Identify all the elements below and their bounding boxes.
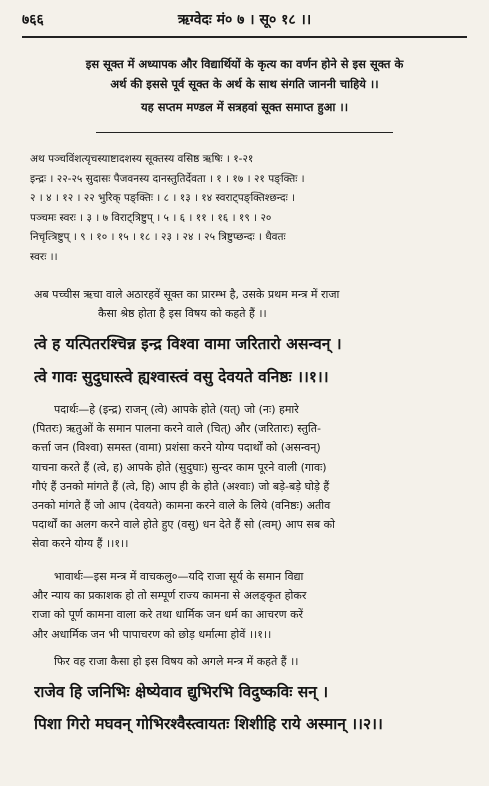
running-title: ऋग्वेदः मं० ७ । सू० १८ ।। xyxy=(177,12,312,28)
bhavartha-line: और न्याय का प्रकाशक हो तो सम्पूर्ण राज्य कामना से अलङ्कृत होकर xyxy=(32,589,307,603)
rishi-line: २ । ४ । १२ । २२ भुरिक् पङ्क्तिः । ८ । १३ । १४ स्वराट्पङ्क्तिश्छन्दः । xyxy=(30,192,296,204)
mantra-lead-in-2 xyxy=(32,652,465,671)
rishi-line: इन्द्रः । २२-२५ सुदासः पैजवनस्य दानस्तुतिर्देवता । १ । १७ । २१ पङ्क्तिः । xyxy=(30,172,305,185)
lead-line: फिर वह राजा कैसा हो इस विषय को अगले मन्त्र में कहते हैं ।। xyxy=(54,655,299,668)
rishi-line: स्वरः ।। xyxy=(30,250,58,263)
mantra-line: त्वे गावः सुदुघास्त्वे ह्यश्वास्त्वं वसु देवयते वनिष्ठः ।।१।। xyxy=(34,368,329,386)
padartha-line: कर्त्ता जन (विश्वा) समस्त (वामा) प्रशंसा करने योग्य पदार्थों को (असन्वन्) xyxy=(32,441,321,455)
rishi-line: निचृत्त्रिष्टुप् । ९ । १० । १५ । १८ । २३ । २४ । २५ त्रिष्टुप्छन्दः । धैवतः xyxy=(30,231,286,243)
bhavartha-line: और अधार्मिक जन भी पापाचरण को छोड़ धर्मात्मा होवें ।।१।। xyxy=(32,627,272,641)
padartha-line: सेवा करने योग्य हैं ।।१।। xyxy=(32,537,129,551)
rishi-devata-chhanda-block xyxy=(30,150,459,267)
section-divider xyxy=(96,132,393,133)
bhavartha-line: भावार्थः—इस मन्त्र में वाचकलु०—यदि राजा सूर्य के समान विद्या xyxy=(54,570,304,583)
mantra-line: राजेव हि जनिभिः क्षेष्येवाव द्युभिरभि विदुष्कविः सन् । xyxy=(34,683,329,701)
padartha-section xyxy=(32,400,465,554)
padartha-line: (पितरः) ऋतुओं के समान पालना करने वाले (चित्) और (जरितारः) स्तुति- xyxy=(32,422,321,436)
lead-line: कैसा श्रेष्ठ होता है इस विषय को कहते हैं ।। xyxy=(98,307,267,320)
rishi-line: अथ पञ्चविंशत्यृचस्याष्टादशस्य सूक्तस्य वसिष्ठ ऋषिः । १-२१ xyxy=(30,153,254,165)
padartha-line: गौएं हैं उनको मांगते हैं (त्वे, हि) आप ही के होते (अश्वाः) जो बड़े-बड़े घोड़े हैं xyxy=(32,479,330,493)
mantra-line: पिशा गिरो मघवन् गोभिरश्वैस्त्वायतः शिशीहि राये अस्मान् ।।२।। xyxy=(34,715,383,733)
mantra-line: त्वे ह यत्पितरश्चिन्न इन्द्र विश्वा वामा जरितारो असन्वन् । xyxy=(34,335,342,353)
section-end-note: यह सप्तम मण्डल में सत्रहवां सूक्त समाप्त हुआ ।। xyxy=(140,100,349,114)
padartha-line: याचना करते हैं (त्वे, ह) आपके होते (सुदुघाः) सुन्दर काम पूरने वाली (गावः) xyxy=(32,460,327,474)
running-header xyxy=(22,10,467,32)
bhavartha-section xyxy=(32,567,465,644)
padartha-line: उनको मांगते हैं जो आप (देवयते) कामना करने वाले के लिये (वनिष्ठः) अतीव xyxy=(32,499,331,513)
bhavartha-line: राजा को पूर्ण कामना वाला करे तथा धार्मिक जन धर्म का आचरण करें xyxy=(32,608,304,622)
intro-line: इस सूक्त में अध्यापक और विद्यार्थियों के कृत्य का वर्णन होने से इस सूक्त के xyxy=(85,57,404,71)
padartha-line: पदार्थः—हे (इन्द्र) राजन् (त्वे) आपके होते (यत्) जो (नः) हमारे xyxy=(54,403,299,416)
intro-line: अर्थ की इससे पूर्व सूक्त के अर्थ के साथ संगति जाननी चाहिये ।। xyxy=(110,77,379,91)
padartha-line: पदार्थों का अलग करने वाले होते हुए (वसु) धन देते हैं सो (त्वम्) आप सब को xyxy=(32,518,335,532)
lead-line: अब पच्चीस ऋचा वाले अठारहवें सूक्त का प्रारम्भ है, उसके प्रथम मन्त्र में राजा xyxy=(34,288,340,301)
header-rule xyxy=(22,36,467,38)
sukta-introduction xyxy=(28,54,461,94)
mantra-lead-in xyxy=(34,285,465,323)
page-number: ७६६ xyxy=(22,12,44,28)
rishi-line: पञ्चमः स्वरः । ३ । ७ विराट्त्रिष्टुप् । ५ । ६ । ११ । १६ । १९ । २० xyxy=(30,211,272,224)
